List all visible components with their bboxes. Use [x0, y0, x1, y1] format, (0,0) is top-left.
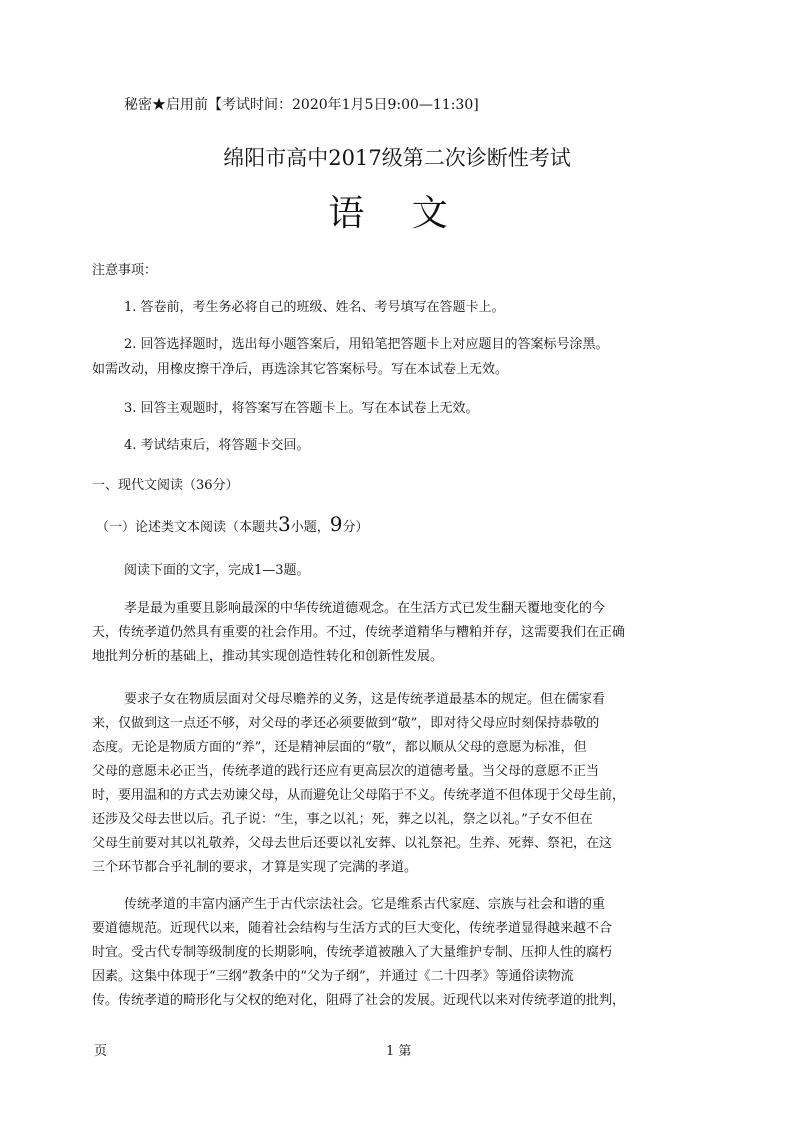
note-item-4: 4. 考试结束后，将答题卡交回。	[124, 438, 310, 453]
passage-line: 孝是最为重要且影响最深的中华传统道德观念。在生活方式已发生翻天覆地变化的今	[124, 601, 606, 616]
note-item-1: 1. 答卷前，考生务必将自己的班级、姓名、考号填写在答题卡上。	[124, 300, 505, 315]
notes-heading: 注意事项：	[92, 263, 158, 278]
passage-line: 父母生前要对其以礼敬养，父母去世后还要以礼安葬、以礼祭祀。生养、死葬、祭祀，在这	[92, 836, 613, 851]
exam-title: 绵阳市高中2017级第二次诊断性考试	[223, 146, 571, 170]
passage-paragraph-2	[92, 688, 626, 880]
passage-line: 天，传统孝道仍然具有重要的社会作用。不过，传统孝道精华与糟粕并存，这需要我们在正确	[92, 625, 626, 640]
passage-paragraph-1	[92, 597, 626, 669]
confidential-header: 秘密★启用前【考试时间：2020年1月5日9:00—11:30]	[124, 97, 479, 113]
section-heading: 一、现代文阅读（36分）	[92, 478, 239, 493]
passage-line: 父母的意愿未必正当，传统孝道的践行还应有更高层次的道德考量。当父母的意愿不正当	[92, 764, 600, 779]
note-item-3: 3. 回答主观题时，将答案写在答题卡上。写在本试卷上无效。	[124, 401, 479, 416]
reading-instruction: 阅读下面的文字，完成1—3题。	[124, 563, 310, 578]
subsection-suffix: 分）	[342, 520, 369, 535]
passage-line: 时，要用温和的方式去劝谏父母，从而避免让父母陷于不义。传统孝道不但体现于父母生前，	[92, 788, 626, 803]
footer-page-number: 1 第	[386, 1044, 412, 1059]
note-item-2-cont: 如需改动，用橡皮擦干净后，再选涂其它答案标号。写在本试卷上无效。	[92, 362, 509, 377]
question-count: 3	[278, 512, 291, 536]
passage-line: 时宜。受古代专制等级制度的长期影响，传统孝道被融入了大量维护专制、压抑人性的腐朽	[92, 945, 613, 960]
passage-line: 要求子女在物质层面对父母尽赡养的义务，这是传统孝道最基本的规定。但在儒家看	[124, 692, 606, 707]
passage-line: 来，仅做到这一点还不够，对父母的孝还必须要做到“敬”，即对待父母应时刻保持恭敬的	[92, 716, 600, 731]
subject-title: 语 文	[328, 193, 466, 234]
subsection-mid: 小题，	[290, 520, 330, 535]
subsection-heading	[96, 512, 369, 536]
passage-line: 地批判分析的基础上，推动其实现创造性转化和创新性发展。	[92, 649, 444, 664]
passage-line: 要道德规范。近现代以来，随着社会结构与生活方式的巨大变化，传统孝道显得越来越不合	[92, 921, 613, 936]
passage-line: 三个环节都合乎礼制的要求，才算是实现了完满的孝道。	[92, 860, 418, 875]
passage-line: 态度。无论是物质方面的“养”，还是精神层面的“敬”，都以顺从父母的意愿为标准，但	[92, 740, 587, 755]
note-item-2: 2. 回答选择题时，选出每小题答案后，用铅笔把答题卡上对应题目的答案标号涂黑。	[124, 337, 609, 352]
passage-line: 传。传统孝道的畸形化与父权的绝对化，阻碍了社会的发展。近现代以来对传统孝道的批判，	[92, 993, 626, 1008]
passage-line: 传统孝道的丰富内涵产生于古代宗法社会。它是维系古代家庭、宗族与社会和谐的重	[124, 897, 606, 912]
passage-line: 因素。这集中体现于“三纲”教条中的“父为子纲”，并通过《二十四孝》等通俗读物流	[92, 969, 574, 984]
passage-paragraph-3	[92, 893, 626, 1013]
footer-page-label: 页	[94, 1044, 108, 1059]
passage-line: 还涉及父母去世以后。孔子说：“生，事之以礼；死，葬之以礼，祭之以礼。”子女不但在	[92, 812, 593, 827]
score-count: 9	[329, 512, 343, 536]
subsection-prefix: （一）论述类文本阅读（本题共	[96, 520, 279, 535]
